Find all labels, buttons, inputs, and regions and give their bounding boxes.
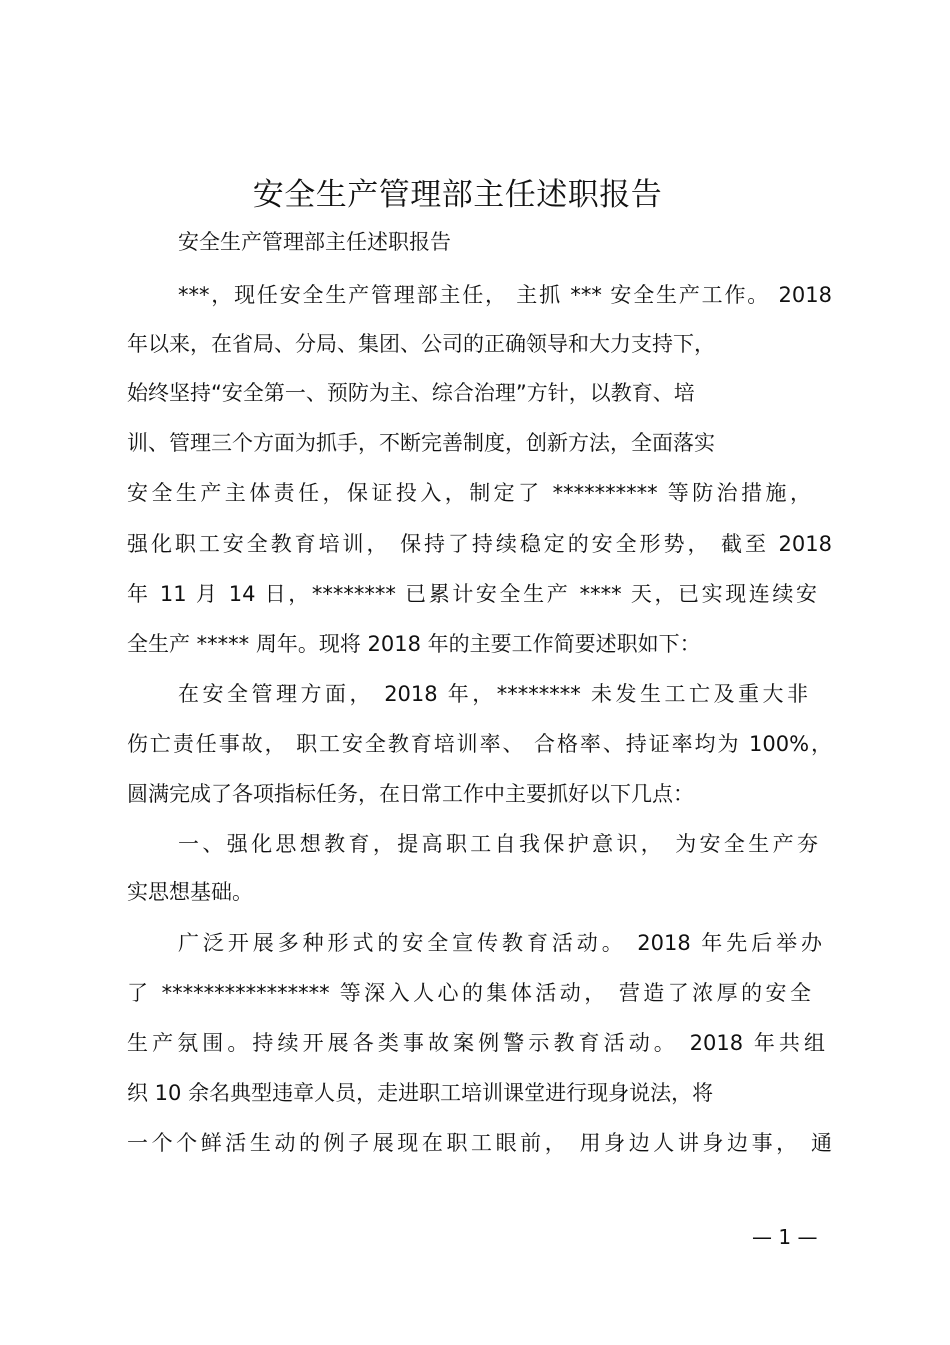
text-line: 训、管理三个方面为抓手，不断完善制度，创新方法，全面落实 <box>127 431 715 455</box>
text-line: 年以来，在省局、分局、集团、公司的正确领导和大力支持下， <box>127 332 715 356</box>
text-line: 广泛开展多种形式的安全宣传教育活动。 2018 年先后举办 <box>178 931 822 955</box>
text-line: 了 **************** 等深入人心的集体活动， 营造了浓厚的安全 <box>127 981 811 1005</box>
text-line: 伤亡责任事故， 职工安全教育培训率、 合格率、持证率均为 100%， <box>127 732 832 756</box>
text-line: 一个个鲜活生动的例子展现在职工眼前， 用身边人讲身边事， 通 <box>127 1131 832 1155</box>
section-heading-line: 实思想基础。 <box>127 880 253 904</box>
text-line: 年 11 月 14 日，******** 已累计安全生产 **** 天，已实现连续安 <box>127 582 817 606</box>
text-line: 在安全管理方面， 2018 年，******** 未发生工亡及重大非 <box>178 682 808 706</box>
text-line: 安全生产主体责任，保证投入，制定了 ********** 等防治措施， <box>127 481 811 505</box>
section-heading-line: 一、强化思想教育，提高职工自我保护意识， 为安全生产夯 <box>178 832 818 856</box>
document-title: 安全生产管理部主任述职报告 <box>252 177 663 213</box>
text-line: 圆满完成了各项指标任务，在日常工作中主要抓好以下几点： <box>127 782 694 806</box>
text-line: 强化职工安全教育培训， 保持了持续稳定的安全形势， 截至 2018 <box>127 532 832 556</box>
page-number: — 1 — <box>752 1225 818 1249</box>
text-line: 全生产 ***** 周年。现将 2018 年的主要工作简要述职如下： <box>127 632 701 656</box>
text-line: 生产氛围。持续开展各类事故案例警示教育活动。 2018 年共组 <box>127 1031 825 1055</box>
text-line: 始终坚持“安全第一、预防为主、综合治理”方针，以教育、培 <box>127 381 695 405</box>
text-line: 织 10 余名典型违章人员，走进职工培训课堂进行现身说法，将 <box>127 1081 714 1105</box>
text-line: ***，现任安全生产管理部主任， 主抓 *** 安全生产工作。 2018 <box>178 283 832 307</box>
subtitle-line: 安全生产管理部主任述职报告 <box>178 230 451 254</box>
